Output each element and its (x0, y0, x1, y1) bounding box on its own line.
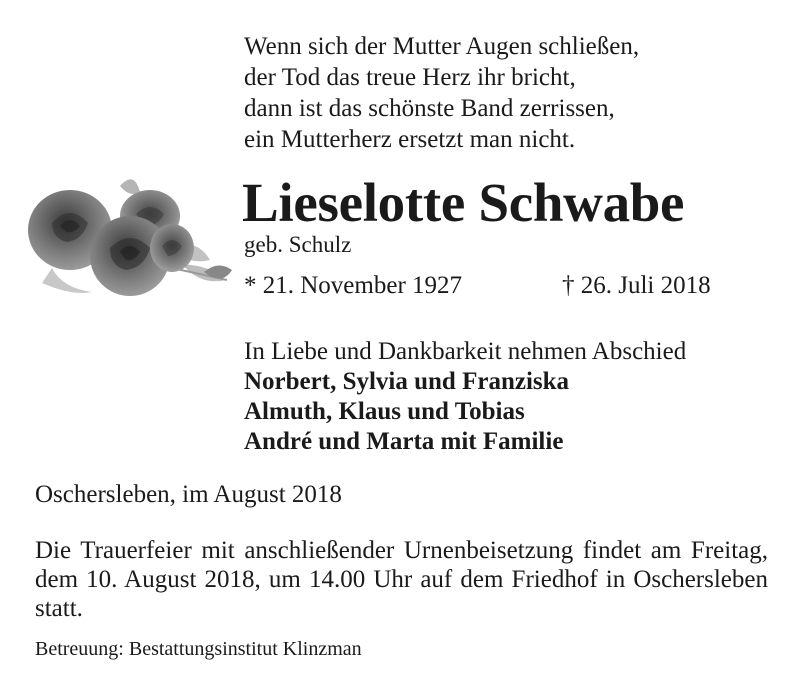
poem-line: dann ist das schönste Band zerrissen, (244, 95, 615, 122)
mourner-family: Norbert, Sylvia und Franziska (244, 368, 570, 395)
poem-line: der Tod das treue Herz ihr bricht, (244, 64, 576, 91)
poem (244, 31, 639, 155)
mourners (244, 337, 686, 457)
birth-date: * 21. November 1927 (244, 272, 463, 299)
poem-line: Wenn sich der Mutter Augen schließen, (244, 33, 640, 60)
funeral-home: Betreuung: Bestattungsinstitut Klinzman (35, 638, 362, 660)
poem-line: ein Mutterherz ersetzt man nicht. (244, 126, 576, 153)
mourner-family: André und Marta mit Familie (244, 428, 564, 455)
death-date: † 26. Juli 2018 (562, 272, 711, 299)
mourners-intro: In Liebe und Dankbarkeit nehmen Abschied (244, 338, 687, 365)
maiden-name: geb. Schulz (244, 232, 352, 257)
service-info: Die Trauerfeier mit anschließender Urnenbeisetzung findet am Freitag, dem 10. August 2018, um 14.00 Uhr auf dem Friedhof in Oschersleben statt. (35, 537, 768, 622)
mourner-family: Almuth, Klaus und Tobias (244, 398, 525, 425)
roses-image (22, 168, 247, 308)
place-date: Oschersleben, im August 2018 (35, 481, 342, 508)
deceased-name: Lieselotte Schwabe (242, 172, 685, 233)
